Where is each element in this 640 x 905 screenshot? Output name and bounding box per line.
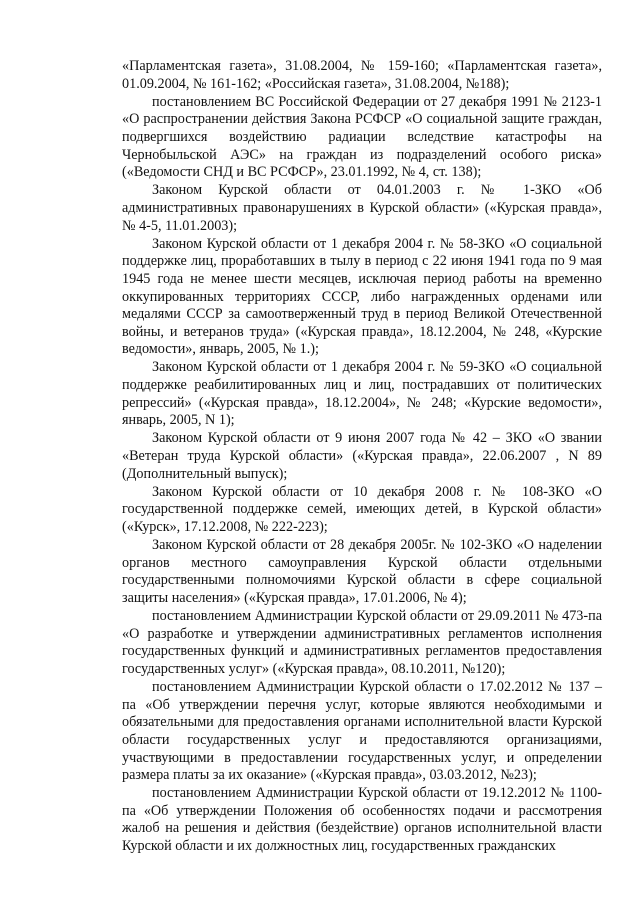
paragraph-resolution-administrative-regulations: постановлением Администрации Курской области от 29.09.2011 № 473-па «О разработке и утверждении административных регламентов исполнения государственных функций и административных регламентов предоставления государственных услуг» («Курская правда», 08.10.2011, №120);	[122, 608, 602, 677]
paragraph-law-family-support: Законом Курской области от 10 декабря 2008 г. № 108-ЗКО «О государственной поддержке семей, имеющих детей, в Курской области» («Курск», 17.12.2008, № 222-223);	[122, 483, 602, 535]
paragraph-law-rehabilitated-persons: Законом Курской области от 1 декабря 2004 г. № 59-ЗКО «О социальной поддержке реабилитированных лиц и лиц, пострадавших от политических репрессий» («Курская правда», 18.12.2004», № 248; «Курские ведомости», январь, 2005, N 1);	[122, 359, 602, 429]
paragraph-publication-continuation: «Парламентская газета», 31.08.2004, № 159-160; «Парламентская газета», 01.09.2004, № 161-162; «Российская газета», 31.08.2004, №188);	[122, 58, 602, 92]
paragraph-law-labor-veteran: Законом Курской области от 9 июня 2007 года № 42 – ЗКО «О звании «Ветеран труда Курской области» («Курская правда», 22.06.2007 , N 89 (Дополнительный выпуск);	[122, 430, 602, 482]
paragraph-law-local-government-powers: Законом Курской области от 28 декабря 2005г. № 102-ЗКО «О наделении органов местного самоуправления Курской области отдельными государственными полномочиями Курской области в сфере социальной защиты населения» («Курская правда», 17.01.2006, № 4);	[122, 537, 602, 606]
paragraph-law-administrative-offenses: Законом Курской области от 04.01.2003 г. № 1-ЗКО «Об административных правонарушениях в Курской области» («Курская правда», № 4-5, 11.01.2003);	[122, 182, 602, 234]
paragraph-resolution-complaints: постановлением Администрации Курской области от 19.12.2012 № 1100-па «Об утверждении Положения об особенностях подачи и рассмотрения жалоб на решения и действия (бездействие) органов исполнительной власти Курской области и их должностных лиц, государственных гражданских	[122, 785, 602, 855]
paragraph-law-home-front-workers: Законом Курской области от 1 декабря 2004 г. № 58-ЗКО «О социальной поддержке лиц, проработавших в тылу в период с 22 июня 1941 года по 9 мая 1945 года не менее шести месяцев, исключая период работы на временно оккупированных территориях СССР, либо награжденных орденами или медалями СССР за самоотверженный труд в период Великой Отечественной войны, и ветеранов труда» («Курская правда», 18.12.2004, № 248, «Курские ведомости», январь, 2005, № 1.);	[122, 235, 602, 358]
paragraph-resolution-services-list: постановлением Администрации Курской области о 17.02.2012 № 137 – па «Об утверждении перечня услуг, которые являются необходимыми и обязательными для предоставления органами исполнительной власти Курской области государственных услуг и предоставляются организациями, участвующими в предоставлении государственных услуг, и определении размера платы за их оказание» («Курская правда», 03.03.2012, №23);	[122, 679, 602, 784]
paragraph-resolution-chernobyl: постановлением ВС Российской Федерации от 27 декабря 1991 № 2123-1 «О распространении действия Закона РСФСР «О социальной защите граждан, подвергшихся воздействию радиации вследствие катастрофы на Чернобыльской АЭС» на граждан из подразделений особого риска» («Ведомости СНД и ВС РСФСР», 23.01.1992, № 4, ст. 138);	[122, 93, 602, 181]
